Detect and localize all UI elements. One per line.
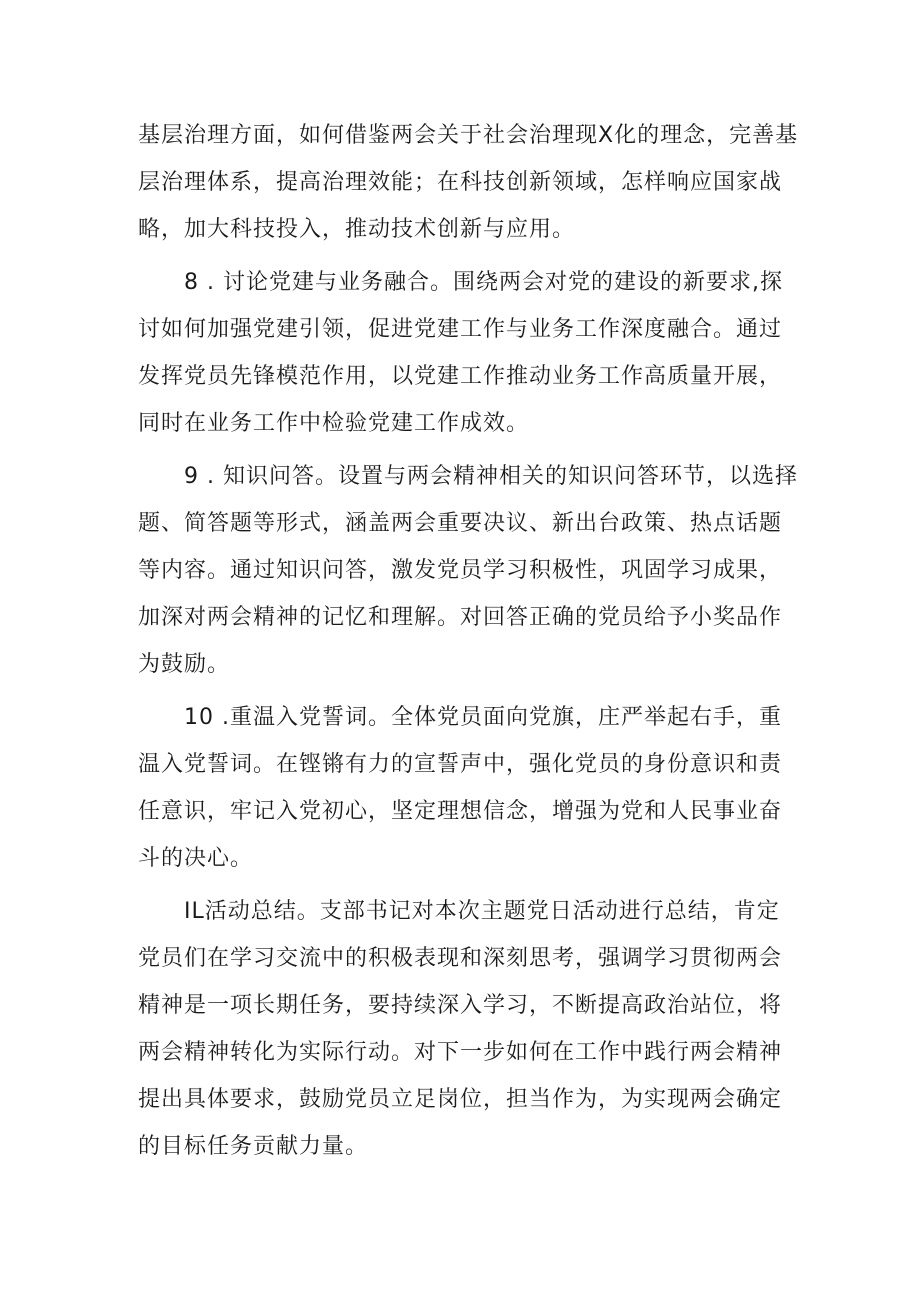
text-line: 10 .重温入党誓词。全体党员面向党旗，庄严举起右手，重 [138, 705, 782, 730]
text-line: 基层治理方面，如何借鉴两会关于社会治理现X化的理念，完善基 [138, 123, 799, 148]
text-line: 任意识，牢记入党初心，坚定理想信念，增强为党和人民事业奋 [138, 799, 783, 824]
text-line: 加深对两会精神的记忆和理解。对回答正确的党员给予小奖品作 [138, 605, 783, 630]
text-line: 题、简答题等形式，涵盖两会重要决议、新出台政策、热点话题 [138, 511, 783, 536]
text-line: 提出具体要求，鼓励党员立足岗位，担当作为，为实现两会确定 [138, 1087, 783, 1112]
text-line: 精神是一项长期任务，要持续深入学习，不断提高政治站位，将 [138, 993, 783, 1018]
text-line: 两会精神转化为实际行动。对下一步如何在工作中践行两会精神 [138, 1040, 783, 1065]
text-line: 略，加大科技投入，推动技术创新与应用。 [138, 217, 576, 242]
paragraph-item-9 [138, 453, 798, 688]
text-line: IL活动总结。支部书记对本次主题党日活动进行总结，肯定 [138, 899, 780, 924]
text-line: 同时在业务工作中检验党建工作成效。 [138, 411, 530, 436]
text-line: 层治理体系，提高治理效能；在科技创新领域，怎样响应国家战 [138, 170, 783, 195]
paragraph-grassroots-governance [138, 112, 798, 253]
text-line: 8 . 讨论党建与业务融合。围绕两会对党的建设的新要求,探 [138, 270, 783, 295]
text-line: 党员们在学习交流中的积极表现和深刻思考，强调学习贯彻两会 [138, 946, 783, 971]
paragraph-item-8 [138, 259, 798, 447]
text-line: 等内容。通过知识问答，激发党员学习积极性，巩固学习成果， [138, 558, 783, 583]
text-line: 温入党誓词。在铿锵有力的宣誓声中，强化党员的身份意识和责 [138, 752, 783, 777]
document-body [138, 112, 798, 1170]
text-line: 发挥党员先锋模范作用，以党建工作推动业务工作高质量开展， [138, 364, 783, 389]
paragraph-item-10 [138, 694, 798, 882]
text-line: 讨如何加强党建引领，促进党建工作与业务工作深度融合。通过 [138, 317, 783, 342]
paragraph-item-11 [138, 888, 798, 1170]
text-line: 为鼓励。 [138, 652, 231, 677]
text-line: 斗的决心。 [138, 846, 254, 871]
text-line: 的目标任务贡献力量。 [138, 1134, 369, 1159]
text-line: 9 . 知识问答。设置与两会精神相关的知识问答环节，以选择 [138, 464, 798, 489]
